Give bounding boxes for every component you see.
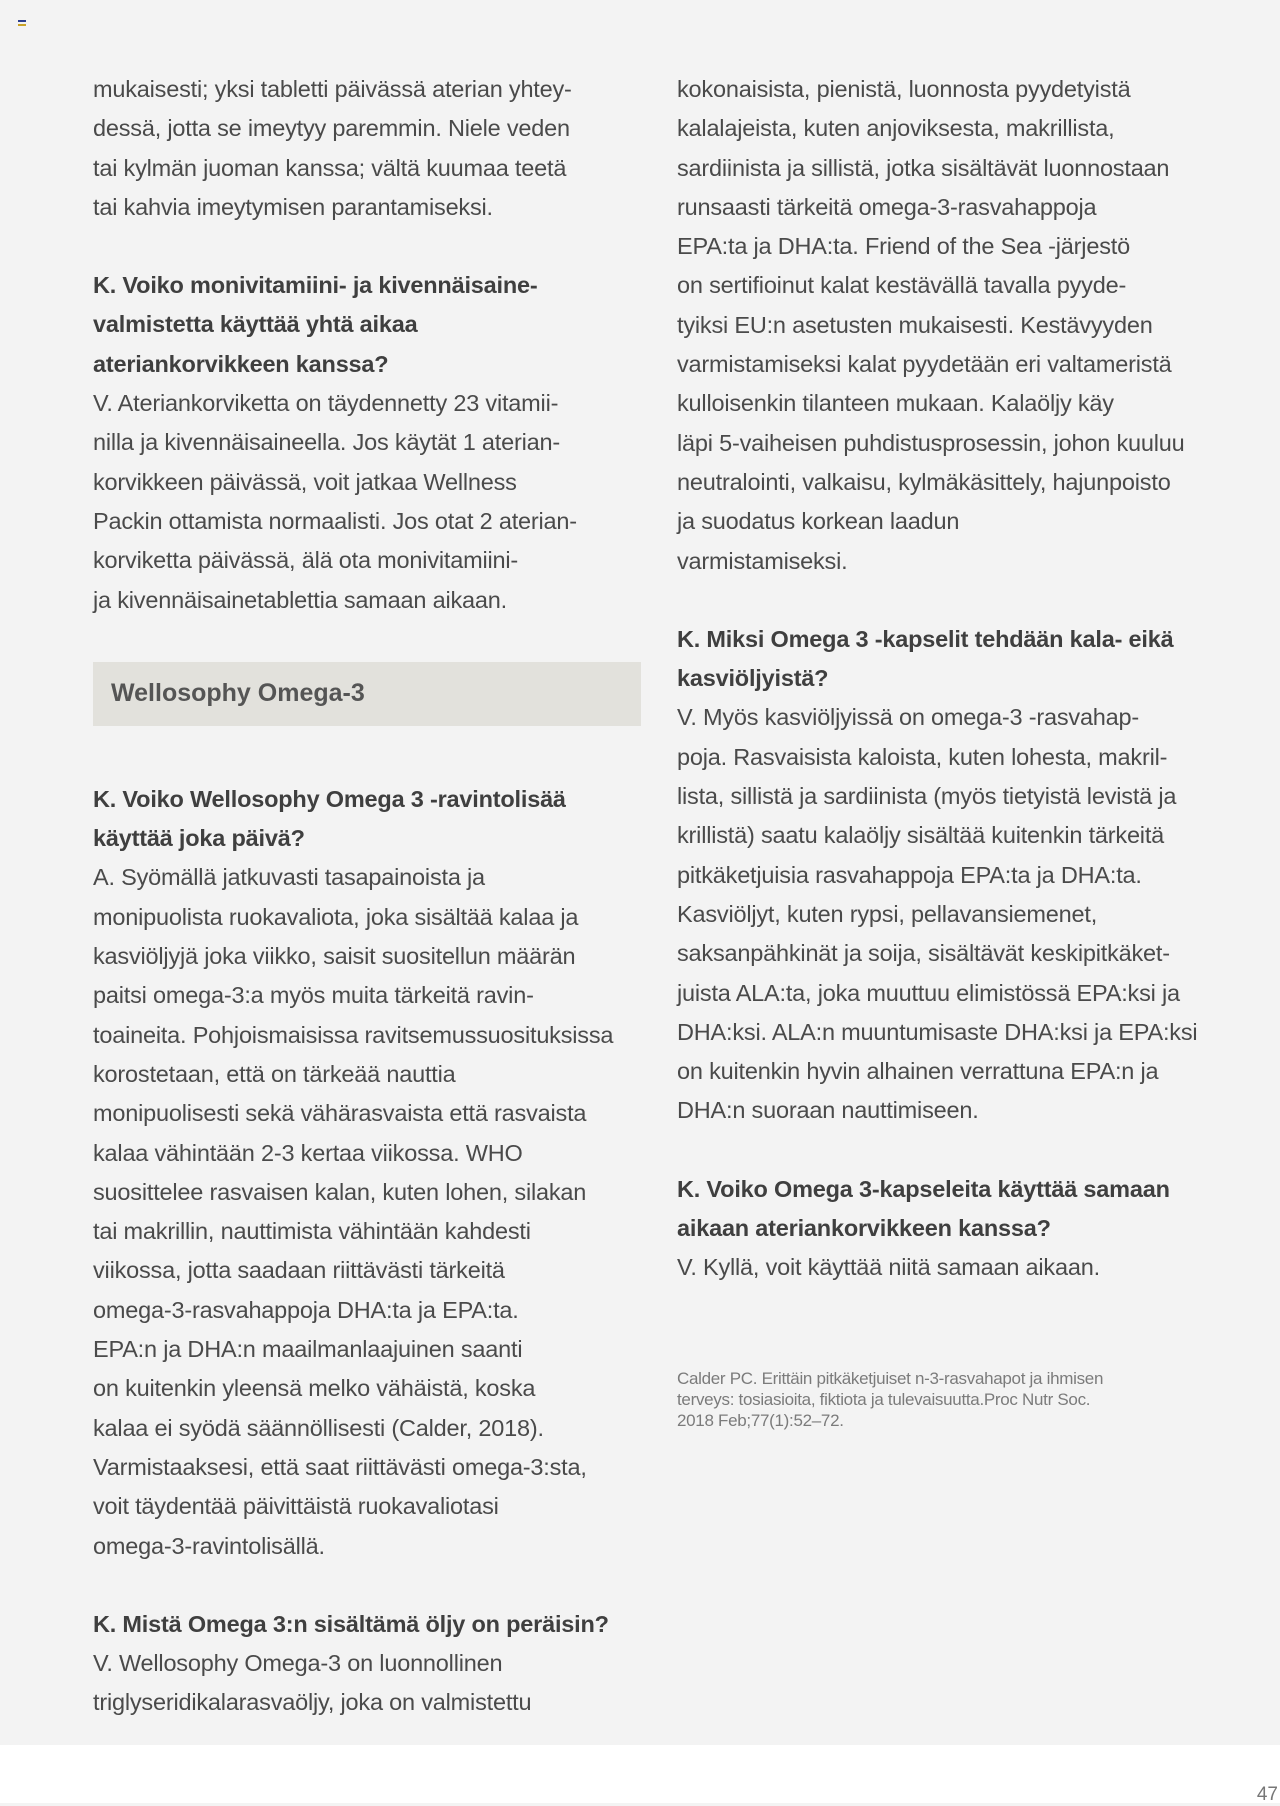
section-header	[93, 662, 641, 726]
left-column	[93, 70, 641, 1723]
continued-paragraph: kokonaisista, pienistä, luonnosta pyydetyistä kalalajeista, kuten anjoviksesta, makrillista, sardiinista ja sillistä, jotka sisältävät luonnostaan runsaasti tärkeitä omega-3-rasvahappoja EPA:ta ja DHA:ta. Friend of the Sea -järjestö on sertifioinut kalat kestävällä tavalla pyyde- tyiksi EU:n asetusten mukaisesti. Kestävyyden varmistamiseksi kalat pyydetään eri valtameristä kulloisenkin tilanteen mukaan. Kalaöljy käy läpi 5-vaiheisen puhdistusprosessin, johon kuuluu neutralointi, valkaisu, kylmäkäsittely, hajunpoisto ja suodatus korkean laadun varmistamiseksi.	[677, 76, 1185, 574]
question-multivitamin: K. Voiko monivitamiini- ja kivennäisaine- valmistetta käyttää yhtä aikaa ateriankorvikkeen kanssa?	[93, 272, 538, 377]
question-with-meal-replacement: K. Voiko Omega 3-kapseleita käyttää samaan aikaan ateriankorvikkeen kanssa?	[677, 1175, 1170, 1242]
menu-icon-bar	[18, 24, 26, 26]
reference-citation: Calder PC. Erittäin pitkäketjuiset n-3-rasvahapot ja ihmisen terveys: tosiasioita, fiktiota ja tulevaisuutta.Proc Nutr Soc. 2018 Feb;77(1):52–72.	[677, 1368, 1104, 1430]
right-column	[677, 70, 1225, 1431]
question-fish-vs-plant: K. Miksi Omega 3 -kapselit tehdään kala- eikä kasviöljyistä?	[677, 625, 1174, 692]
footer-band	[0, 1745, 1280, 1803]
answer-fish-vs-plant: V. Myös kasviöljyissä on omega-3 -rasvahap- poja. Rasvaisista kaloista, kuten lohesta, makril- lista, sillistä ja sardiinista (myös tietyistä levistä ja krillistä) saatu kalaöljy sisältää kuitenkin tärkeitä pitkäketjuisia rasvahappoja EPA:ta ja DHA:ta. Kasviöljyt, kuten rypsi, pellavansiemenet, saksanpähkinät ja soija, sisältävät keskipitkäket- juista ALA:ta, joka muuttuu elimistössä EPA:ksi ja DHA:ksi. ALA:n muuntumisaste DHA:ksi ja EPA:ksi on kuitenkin hyvin alhainen verrattuna EPA:n ja DHA:n suoraan nauttimiseen.	[677, 704, 1198, 1124]
menu-icon[interactable]	[18, 20, 26, 26]
intro-paragraph: mukaisesti; yksi tabletti päivässä aterian yhtey- dessä, jotta se imeytyy paremmin. Niele veden tai kylmän juoman kanssa; vältä kuumaa teetä tai kahvia imeytymisen parantamiseksi.	[93, 76, 572, 220]
question-oil-origin: K. Mistä Omega 3:n sisältämä öljy on peräisin?	[93, 1610, 609, 1637]
answer-multivitamin: V. Ateriankorviketta on täydennetty 23 vitamii- nilla ja kivennäisaineella. Jos käytät 1 aterian- korvikkeen päivässä, voit jatkaa Wellness Packin ottamista normaalisti. Jos otat 2 aterian- korviketta päivässä, älä ota monivitamiini- ja kivennäisainetablettia samaan aikaan.	[93, 390, 577, 613]
answer-daily-use: A. Syömällä jatkuvasti tasapainoista ja monipuolista ruokavaliota, joka sisältää kalaa ja kasviöljyjä joka viikko, saisit suositellun määrän paitsi omega-3:a myös muita tärkeitä ravin- toaineita. Pohjoismaisissa ravitsemussuosituksissa korostetaan, että on tärkeää nauttia monipuolisesti sekä vähärasvaista että rasvaista kalaa vähintään 2-3 kertaa viikossa. WHO suosittelee rasvaisen kalan, kuten lohen, silakan tai makrillin, nauttimista vähintään kahdesti viikossa, jotta saadaan riittävästi tärkeitä omega-3-rasvahappoja DHA:ta ja EPA:ta. EPA:n ja DHA:n maailmanlaajuinen saanti on kuitenkin yleensä melko vähäistä, koska kalaa ei syödä säännöllisesti (Calder, 2018). Varmistaaksesi, että saat riittävästi omega-3:sta, voit täydentää päivittäistä ruokavaliotasi omega-3-ravintolisällä.	[93, 864, 614, 1559]
answer-with-meal-replacement: V. Kyllä, voit käyttää niitä samaan aikaan.	[677, 1254, 1100, 1281]
page-number: 47	[1256, 1784, 1278, 1805]
menu-icon-bar	[18, 20, 26, 22]
question-daily-use: K. Voiko Wellosophy Omega 3 -ravintolisää käyttää joka päivä?	[93, 785, 566, 852]
answer-oil-origin: V. Wellosophy Omega-3 on luonnollinen triglyseridikalarasvaöljy, joka on valmistettu	[93, 1650, 532, 1716]
section-title: Wellosophy Omega-3	[111, 679, 365, 708]
